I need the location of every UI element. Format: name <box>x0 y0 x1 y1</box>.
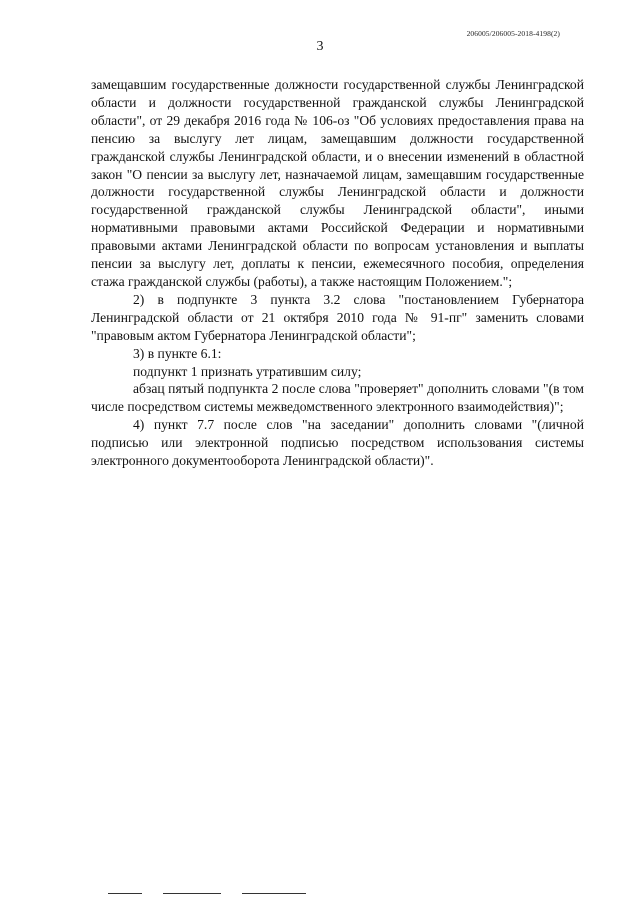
footer-divider-3 <box>242 893 306 894</box>
paragraph-subitem-1: подпункт 1 признать утратившим силу; <box>133 363 362 379</box>
paragraph-subitem-2: абзац пятый подпункта 2 после слова "проверяет" дополнить словами "(в том числе посредством системы межведомственного электронного взаимодействия)"; <box>91 381 584 415</box>
paragraph-item-3: 3) в пункте 6.1: <box>133 345 222 361</box>
paragraph-item-4: 4) пункт 7.7 после слов "на заседании" дополнить словами "(личной подписью или электронной подписью посредством использования системы электронного документооборота Ленинградской области)". <box>91 417 584 469</box>
page-number: 3 <box>316 39 324 54</box>
document-body <box>91 76 584 470</box>
paragraph-continuation: замещавшим государственные должности государственной службы Ленинградской области и должности государственной гражданской службы Ленинградской области", от 29 декабря 2016 года № 106-оз "Об условиях предоставления права на пенсию за выслугу лет лицам, замещавшим должности государственной гражданской службы Ленинградской области, и о внесении изменений в областной закон "О пенсии за выслугу лет, назначаемой лицам, замещавшим государственные должности государственной службы Ленинградской области и должности государственной гражданской службы Ленинградской области", иными нормативными правовыми актами Российской Федерации и нормативными правовыми актами Ленинградской области по вопросам установления и выплаты пенсии за выслугу лет, доплаты к пенсии, ежемесячного пособия, определения стажа гражданской службы (работы), а также настоящим Положением."; <box>91 77 584 289</box>
footer-divider-2 <box>163 893 221 894</box>
paragraph-item-2: 2) в подпункте 3 пункта 3.2 слова "постановлением Губернатора Ленинградской области от 21 октября 2010 года № 91-пг" заменить словами "правовым актом Губернатора Ленинградской области"; <box>91 291 584 343</box>
document-id: 206005/206005-2018-4198(2) <box>466 29 560 38</box>
footer-divider-1 <box>108 893 142 894</box>
